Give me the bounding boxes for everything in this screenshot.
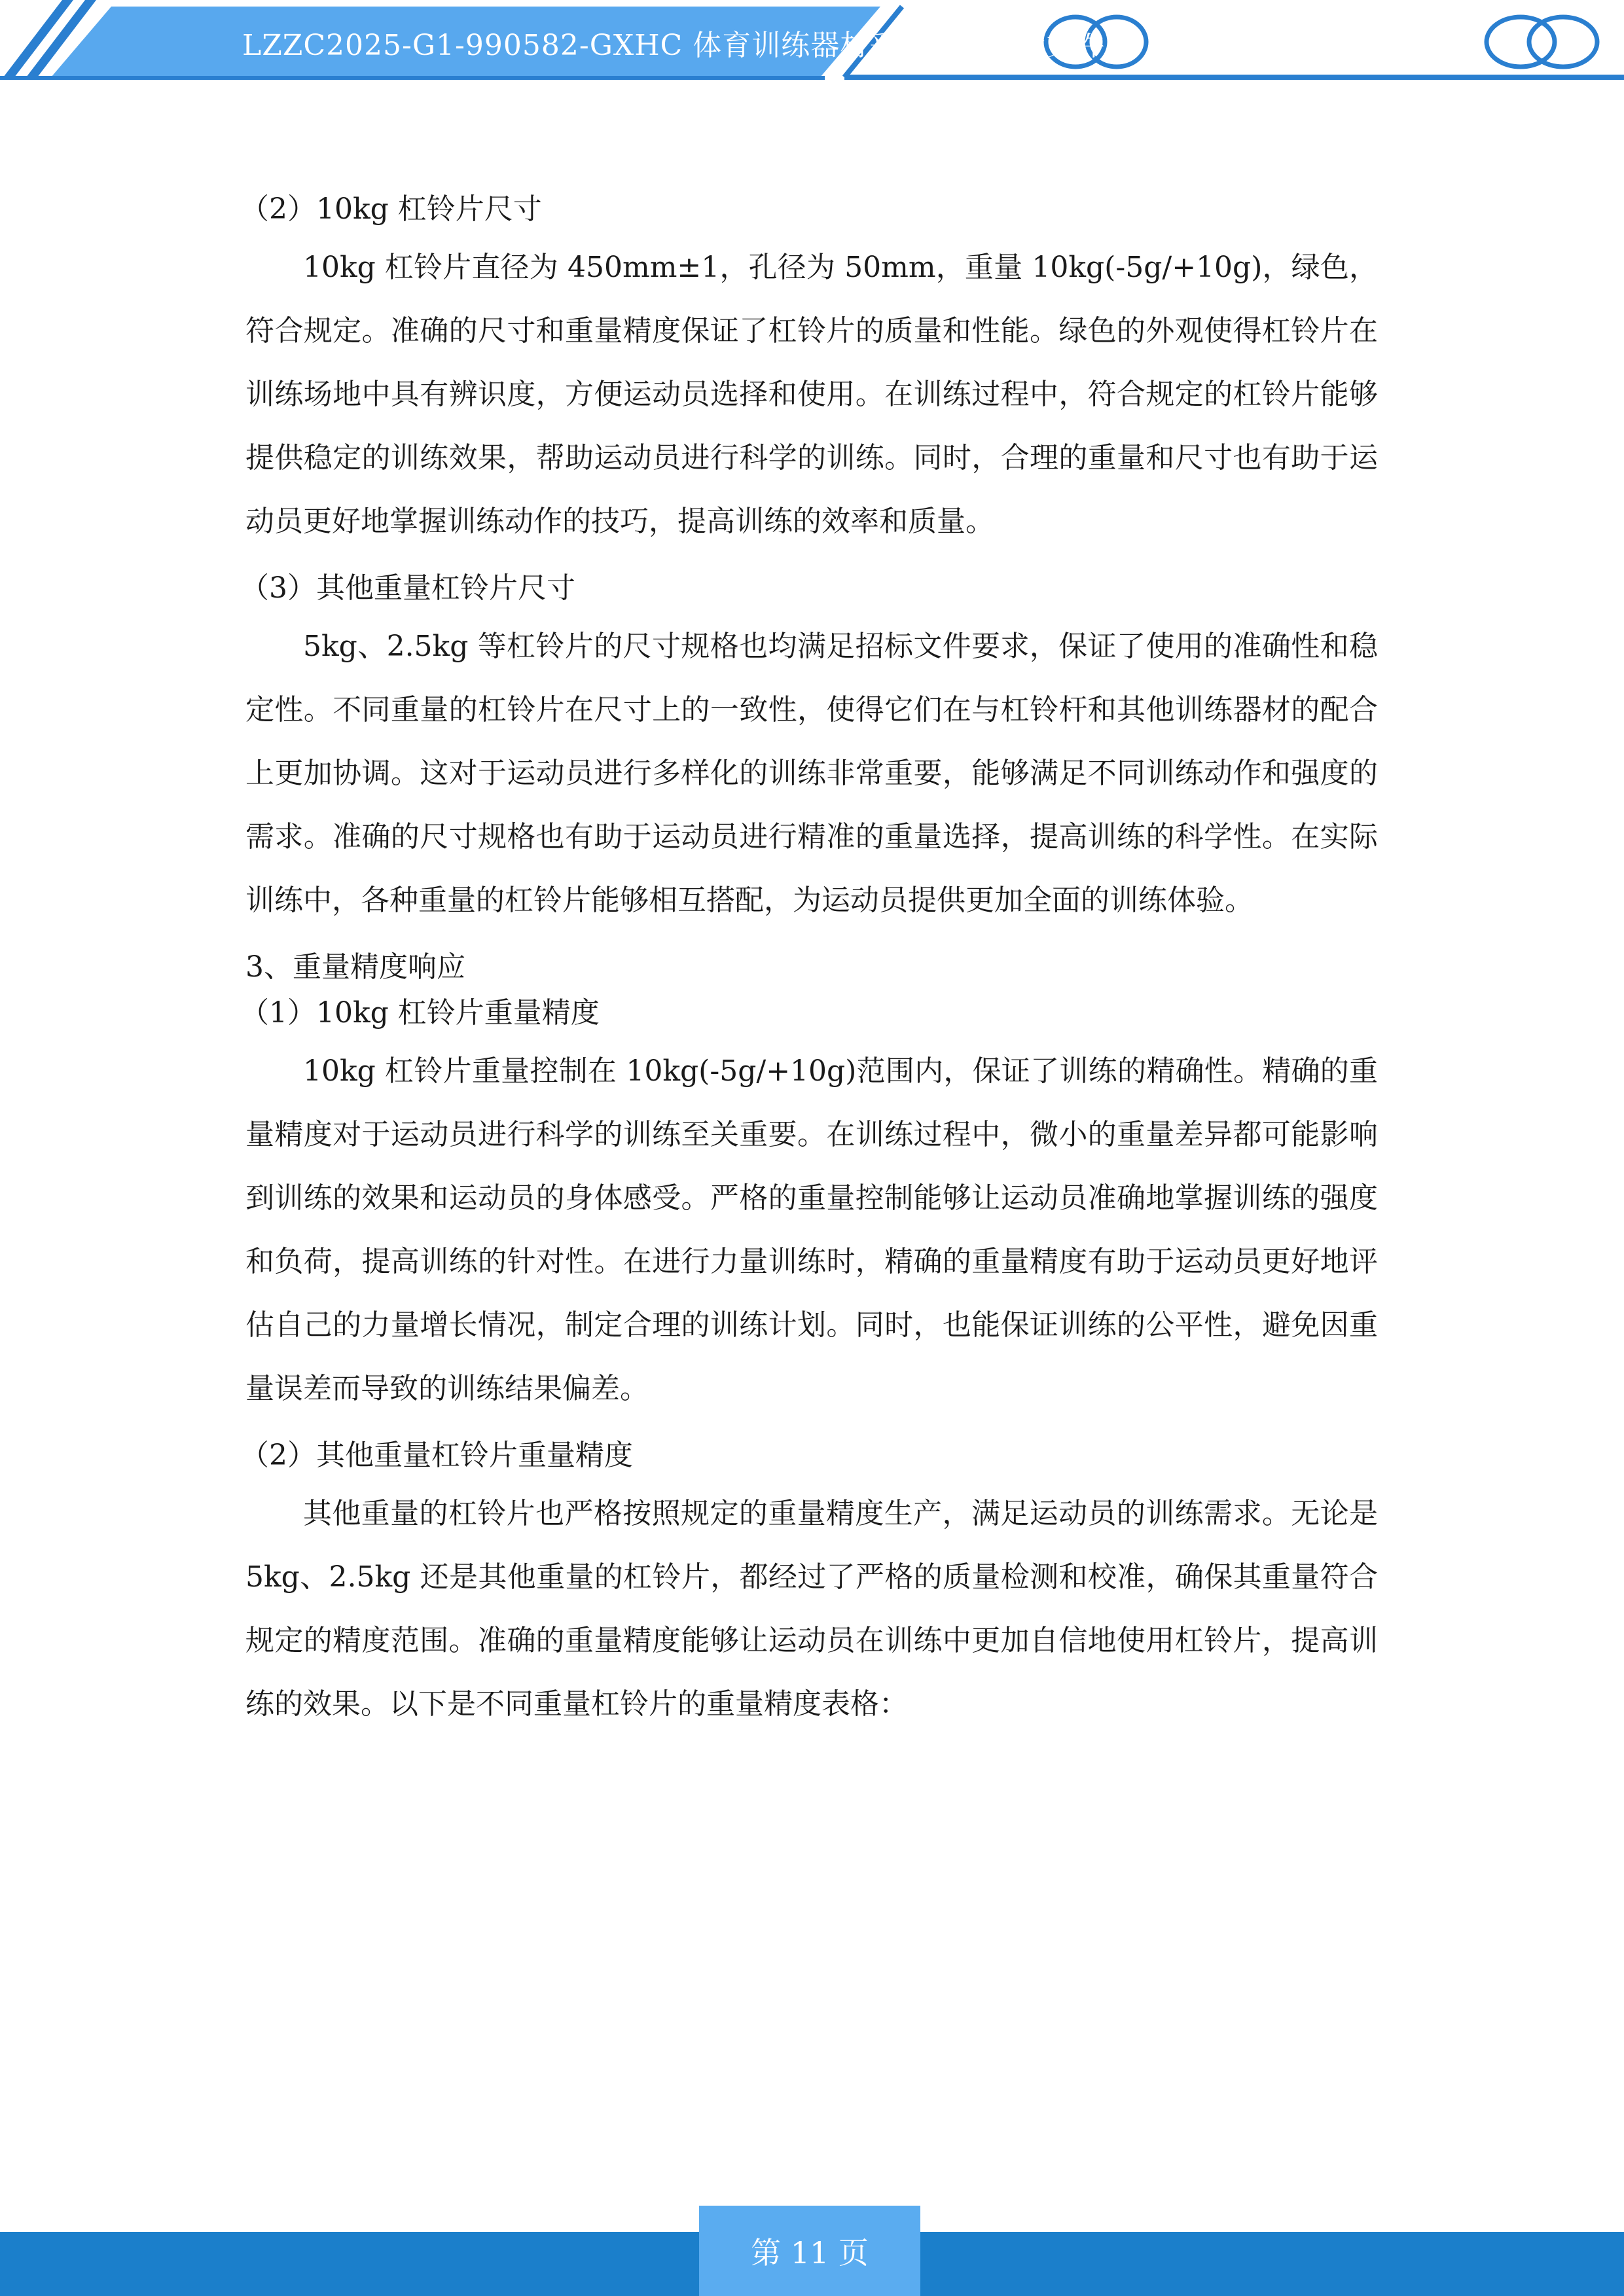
header-underline [0,76,825,80]
rings-logo-right-icon [1487,17,1597,67]
section-paragraph: 5kg、2.5kg 等杠铃片的尺寸规格也均满足招标文件要求，保证了使用的准确性和稳定性。不同重量的杠铃片在尺寸上的一致性，使得它们在与杠铃杆和其他训练器材的配合上更加协调。这对于运动员进行多样化的训练非常重要，能够满足不同训练动作和强度的需求。准确的尺寸规格也有助于运动员进行精准的重量选择，提高训练的科学性。在实际训练中，各种重量的杠铃片能够相互搭配，为运动员提供更加全面的训练体验。 [245,630,1378,917]
section-paragraph: 其他重量的杠铃片也严格按照规定的重量精度生产，满足运动员的训练需求。无论是 5kg、2.5kg 还是其他重量的杠铃片，都经过了严格的质量检测和校准，确保其重量符合规定的精度范围。准确的重量精度能够让运动员在训练中更加自信地使用杠铃片，提高训练的效果。以下是不同重量杠铃片的重量精度表格： [245,1497,1378,1721]
main-heading: 3、重量精度响应 [245,950,465,984]
document-body [240,190,1378,1736]
section-heading: （2）10kg 杠铃片尺寸 [240,192,542,226]
section-heading: （3）其他重量杠铃片尺寸 [240,571,575,605]
page-header [0,0,1624,85]
section-paragraph: 10kg 杠铃片重量控制在 10kg(-5g/+10g)范围内，保证了训练的精确性。精确的重量精度对于运动员进行科学的训练至关重要。在训练过程中，微小的重量差异都可能影响到训练的效果和运动员的身体感受。严格的重量控制能够让运动员准确地掌握训练的强度和负荷，提高训练的针对性。在进行力量训练时，精确的重量精度有助于运动员更好地评估自己的力量增长情况，制定合理的训练计划。同时，也能保证训练的公平性，避免因重量误差而导致的训练结果偏差。 [245,1054,1378,1405]
section-paragraph: 10kg 杠铃片直径为 450mm±1，孔径为 50mm，重量 10kg(-5g/+10g)，绿色，符合规定。准确的尺寸和重量精度保证了杠铃片的质量和性能。绿色的外观使得杠铃片在训练场地中具有辨识度，方便运动员选择和使用。在训练过程中，符合规定的杠铃片能够提供稳定的训练效果，帮助运动员进行科学的训练。同时，合理的重量和尺寸也有助于运动员更好地掌握训练动作的技巧，提高训练的效率和质量。 [245,251,1378,538]
section-heading: （1）10kg 杠铃片重量精度 [240,996,600,1030]
document-title: LZZC2025-G1-990582-GXHC 体育训练器材采购项目投标文件 [242,29,1106,62]
section-heading: （2）其他重量杠铃片重量精度 [240,1439,633,1472]
page-number: 第 11 页 [699,2206,920,2296]
